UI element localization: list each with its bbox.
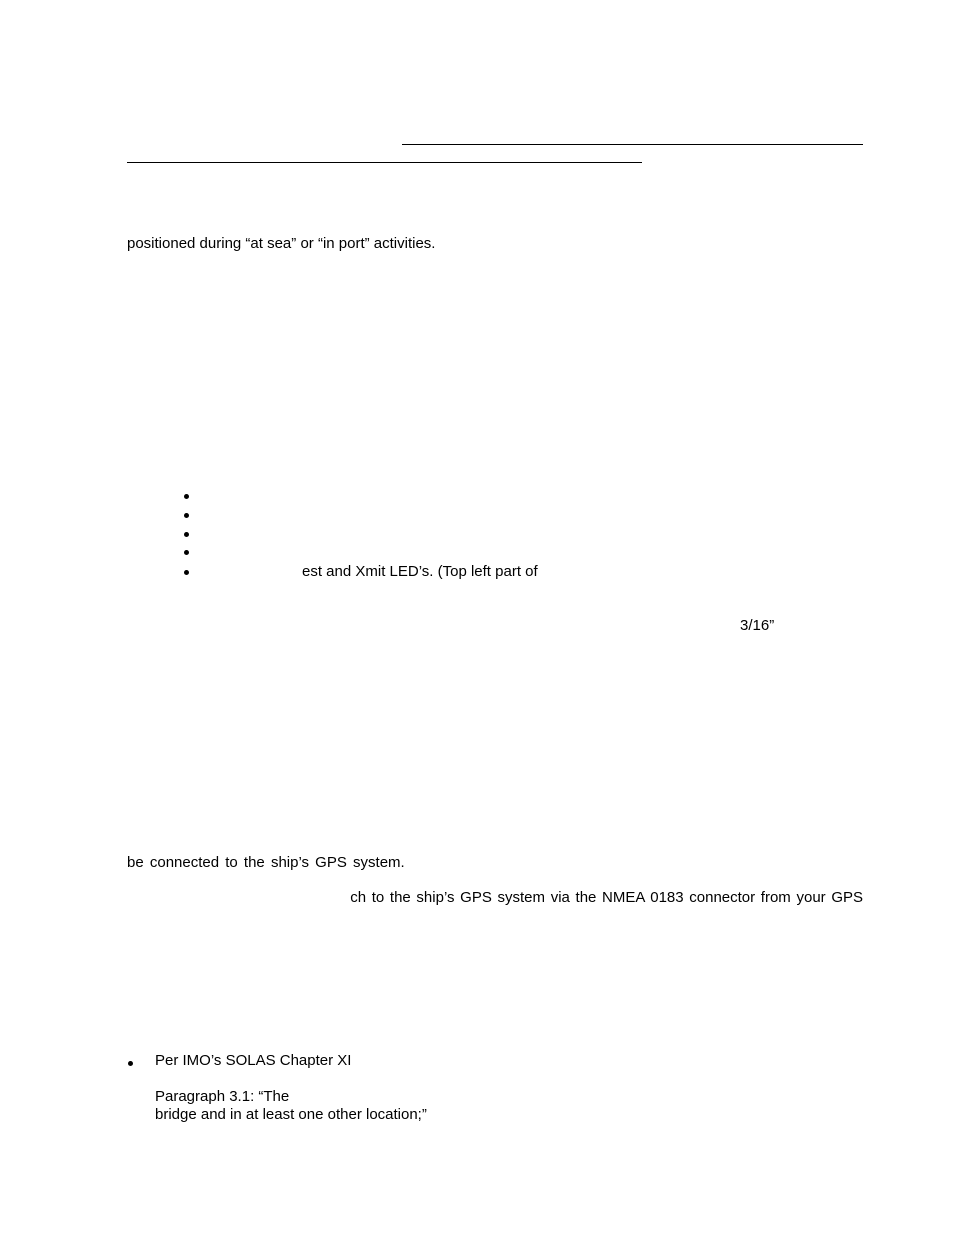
bullet-icon — [184, 570, 189, 575]
signature-rule-lower — [127, 162, 642, 163]
bullet-icon — [128, 1061, 133, 1066]
regulation-quote-line-1: Paragraph 3.1: “The — [155, 1088, 290, 1105]
bullet-icon — [184, 513, 189, 518]
bullet-icon — [184, 550, 189, 555]
paragraph-nmea-connector: ch to the ship’s GPS system via the NMEA 0183 connector from your GPS — [350, 889, 863, 906]
list-item-text: est and Xmit LED’s. (Top left part of — [302, 563, 538, 580]
bullet-icon — [184, 494, 189, 499]
regulation-quote-line-2: bridge and in at least one other location;” — [155, 1106, 427, 1123]
bullet-icon — [184, 532, 189, 537]
measurement-value: 3/16” — [740, 617, 775, 634]
paragraph-positioned: positioned during “at sea” or “in port” activities. — [127, 235, 436, 252]
regulation-citation: Per IMO’s SOLAS Chapter XI — [155, 1052, 352, 1069]
signature-rule-upper — [402, 144, 863, 145]
paragraph-gps-connection: be connected to the ship’s GPS system. — [127, 854, 405, 871]
